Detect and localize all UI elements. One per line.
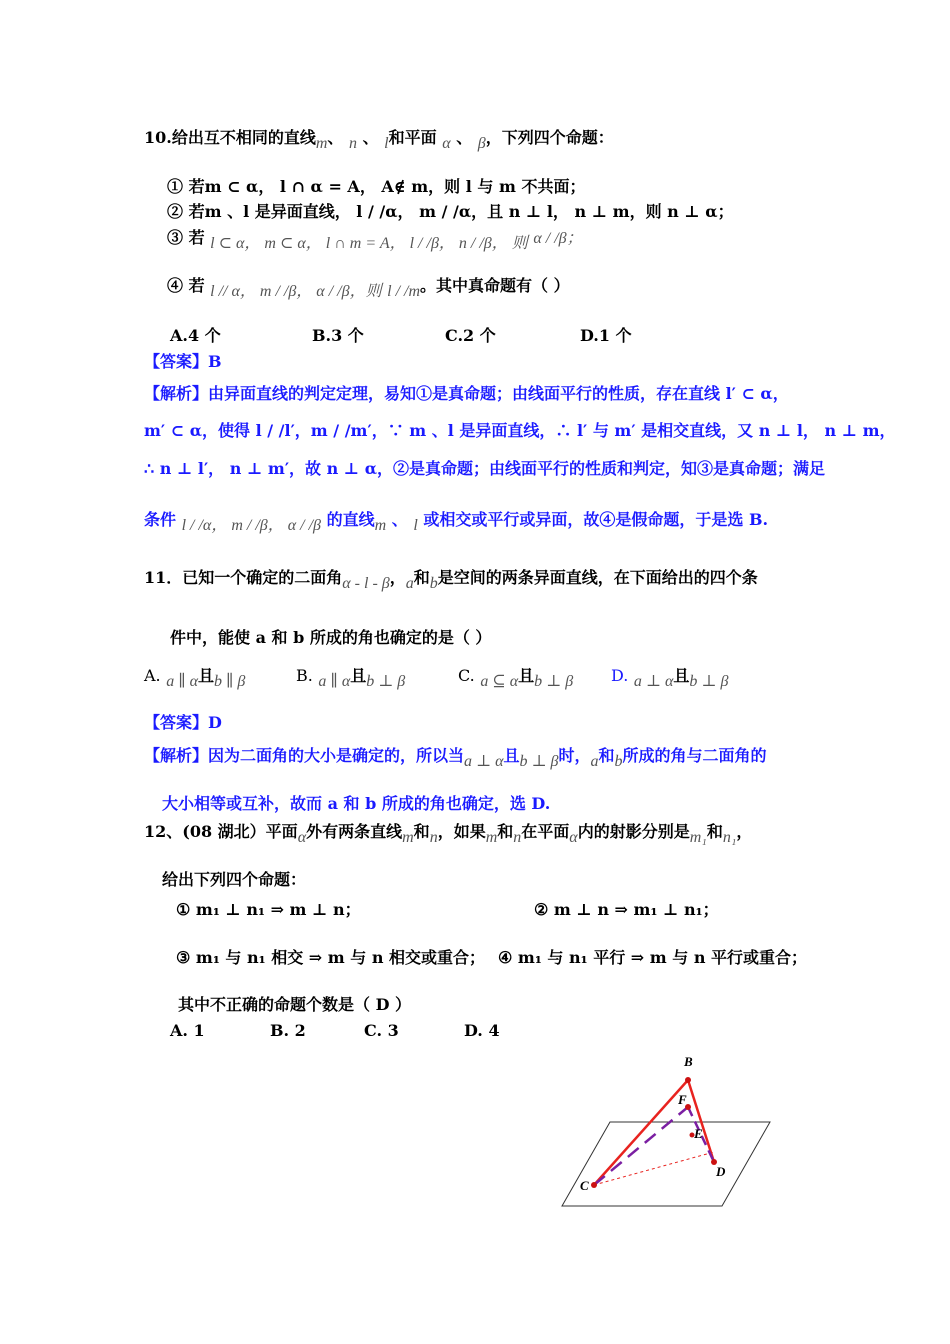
label-b: B	[684, 1054, 693, 1069]
q11-option-b: B. a ∥ α且b ⊥ β	[296, 666, 406, 690]
q12-prop-1: ① m₁ ⊥ n₁ ⇒ m ⊥ n；	[176, 900, 361, 919]
q11-option-a: A. a ∥ α且b ∥ β	[144, 666, 246, 690]
q10-option-c: C.2 个	[445, 326, 496, 345]
q11-explanation-1: 【解析】因为二面角的大小是确定的，所以当a ⊥ α且b ⊥ β时，a和b所成的角与二面角的	[144, 746, 767, 770]
q10-explanation-2: m′ ⊂ α，使得 l / /l′，m / /m′，∵ m 、l 是异面直线，∴ l′ 与 m′ 是相交直线，又 n ⊥ l， n ⊥ m，	[144, 421, 896, 440]
q12-option-a: A. 1	[170, 1021, 205, 1040]
q10-prop-1: ① 若m ⊂ α， l ∩ α = A， A∉ m，则 l 与 m 不共面；	[167, 177, 586, 196]
point-b	[685, 1077, 691, 1083]
q10-answer: 【答案】B	[144, 352, 222, 371]
q12-option-b: B. 2	[270, 1021, 306, 1040]
geometry-figure	[550, 1050, 790, 1220]
q12-option-c: C. 3	[364, 1021, 399, 1040]
q10-prop-4: ④ 若 l // α， m / /β， α / /β，则 l / /m。其中真命题有（ ）	[167, 276, 570, 300]
q12-ask: 其中不正确的命题个数是（ D ）	[178, 995, 412, 1014]
line-cf	[594, 1107, 688, 1185]
q11-answer: 【答案】D	[144, 713, 222, 732]
q10-prop-3: ③ 若 l ⊂ α， m ⊂ α， l ∩ m = A， l / /β， n / /β， 则 α / /β；	[167, 228, 583, 252]
q12-stem: 12、(08 湖北）平面α外有两条直线m和n，如果m和n在平面α内的射影分别是m₁和n₁，	[144, 822, 753, 846]
q12-prop-2: ② m ⊥ n ⇒ m₁ ⊥ n₁；	[534, 900, 719, 919]
q10-prop-2: ② 若m 、l 是异面直线， l / /α， m / /α，且 n ⊥ l， n ⊥ m，则 n ⊥ α；	[167, 202, 734, 221]
q10-option-d: D.1 个	[580, 326, 632, 345]
q10-option-a: A.4 个	[170, 326, 221, 345]
q10-stem: 10.给出互不相同的直线m、 n 、 l和平面 α 、 β，下列四个命题：	[144, 128, 614, 152]
line-bc	[594, 1080, 688, 1185]
q10-explanation-1: 【解析】由异面直线的判定定理，易知①是真命题；由线面平行的性质，存在直线 l′ ⊂ α，	[144, 384, 789, 403]
q11-stem-2: 件中，能使 a 和 b 所成的角也确定的是（ ）	[170, 628, 492, 647]
q10-explanation-3: ∴ n ⊥ l′， n ⊥ m′，故 n ⊥ α，②是真命题；由线面平行的性质和判定，知③是真命题；满足	[144, 459, 826, 478]
label-d: D	[716, 1164, 726, 1179]
q10-explanation-4: 条件 l / /α， m / /β， α / /β 的直线m 、 l 或相交或平行或异面，故④是假命题，于是选 B.	[144, 510, 769, 534]
q12-stem-2: 给出下列四个命题：	[162, 870, 307, 889]
q10-option-b: B.3 个	[312, 326, 364, 345]
label-f: F	[678, 1092, 687, 1107]
q11-option-c: C. a ⊆ α且b ⊥ β	[458, 666, 574, 690]
q11-explanation-2: 大小相等或互补，故而 a 和 b 所成的角也确定，选 D.	[162, 794, 551, 813]
line-bd	[688, 1080, 714, 1162]
label-e: E	[694, 1126, 703, 1141]
q12-prop-4: ④ m₁ 与 n₁ 平行 ⇒ m 与 n 平行或重合；	[498, 948, 808, 967]
q11-option-d: D. a ⊥ α且b ⊥ β	[611, 666, 729, 690]
q12-prop-3: ③ m₁ 与 n₁ 相交 ⇒ m 与 n 相交或重合；	[176, 948, 486, 967]
q12-option-d: D. 4	[464, 1021, 500, 1040]
label-c: C	[580, 1178, 589, 1193]
q11-stem: 11．已知一个确定的二面角α - l - β，a和b是空间的两条异面直线，在下面给出的四个条	[144, 568, 758, 592]
plane-parallelogram	[562, 1122, 770, 1206]
point-c	[591, 1182, 597, 1188]
